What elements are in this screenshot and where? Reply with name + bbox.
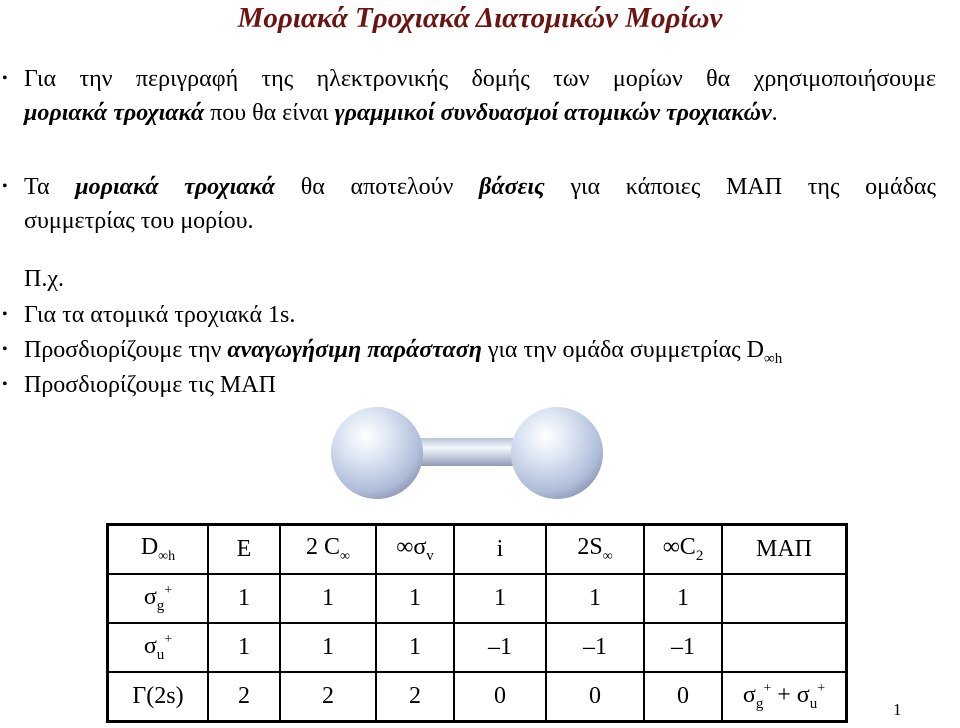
- table-row: [108, 574, 847, 623]
- gamma-decomposition: $\sigma_g^+ + \sigma_u^+$: [722, 672, 847, 722]
- table-row-gamma: [108, 672, 847, 722]
- atom-left: [331, 407, 423, 499]
- table-cell-empty: [722, 623, 847, 672]
- table-cell: –1: [644, 623, 722, 672]
- diatomic-molecule-image: [322, 398, 612, 508]
- bullet-2: [2, 170, 937, 238]
- table-cell: 1: [454, 574, 546, 623]
- irrep-label: $\sigma_g^+$: [108, 574, 209, 623]
- table-cell: –1: [454, 623, 546, 672]
- header-c-inf: 2 $C_\infty$: [280, 525, 376, 575]
- table-cell: 0: [454, 672, 546, 722]
- gamma-label: Γ(2s): [108, 672, 209, 722]
- bullet-dot: •: [2, 341, 8, 358]
- bullet-dot: •: [2, 70, 8, 87]
- page-title: Μοριακά Τροχιακά Διατομικών Μορίων: [237, 2, 723, 34]
- bullet-5: • Προσδιορίζουμε τις ΜΑΠ: [24, 368, 276, 402]
- table-cell: 1: [208, 623, 280, 672]
- bullet-dot: •: [2, 376, 8, 393]
- table-cell: 2: [280, 672, 376, 722]
- table-cell: –1: [546, 623, 644, 672]
- table-cell: 0: [546, 672, 644, 722]
- table-cell: 1: [280, 623, 376, 672]
- example-label: Π.χ.: [24, 266, 64, 292]
- table-cell: 1: [280, 574, 376, 623]
- bullet-3: • Για τα ατομικά τροχιακά 1s.: [24, 298, 295, 332]
- table-cell: 1: [376, 623, 454, 672]
- character-table: [106, 523, 848, 723]
- bullet-dot: •: [2, 306, 8, 323]
- table-cell-empty: [722, 574, 847, 623]
- bullet-2-line-2: συμμετρίας του μορίου.: [24, 208, 254, 234]
- table-cell: 1: [208, 574, 280, 623]
- table-cell: 1: [644, 574, 722, 623]
- header-e: E: [208, 525, 280, 575]
- bullet-1: [2, 62, 936, 130]
- table-cell: 0: [644, 672, 722, 722]
- table-row: [108, 623, 847, 672]
- page-number: 1: [893, 700, 902, 719]
- header-group: $D_{\infty h}$: [108, 525, 209, 575]
- header-c2: $\infty C_2$: [644, 525, 722, 575]
- header-sigma-v: $\infty\sigma_v$: [376, 525, 454, 575]
- table-cell: 2: [376, 672, 454, 722]
- irrep-label: $\sigma_u^+$: [108, 623, 209, 672]
- header-i: i: [454, 525, 546, 575]
- table-cell: 1: [376, 574, 454, 623]
- bullet-dot: •: [2, 178, 8, 195]
- table-cell: 2: [208, 672, 280, 722]
- bullet-2-line-1: Τα μοριακά τροχιακά θα αποτελούν βάσεις για κάποιες ΜΑΠ της ομάδας: [24, 174, 937, 200]
- table-header-row: [108, 525, 847, 575]
- bullet-1-line-2: μοριακά τροχιακά που θα είναι γραμμικοί συνδυασμοί ατομικών τροχιακών.: [24, 100, 778, 126]
- table-cell: 1: [546, 574, 644, 623]
- bullet-4: • Προσδιορίζουμε την αναγωγήσιμη παράσταση για την ομάδα συμμετρίας $D_{\infty h}$: [24, 333, 782, 376]
- bullet-1-line-1: Για την περιγραφή της ηλεκτρονικής δομής των μορίων θα χρησιμοποιήσουμε: [24, 66, 936, 92]
- header-s-inf: $2S_\infty$: [546, 525, 644, 575]
- atom-right: [511, 407, 603, 499]
- header-map: ΜΑΠ: [722, 525, 847, 575]
